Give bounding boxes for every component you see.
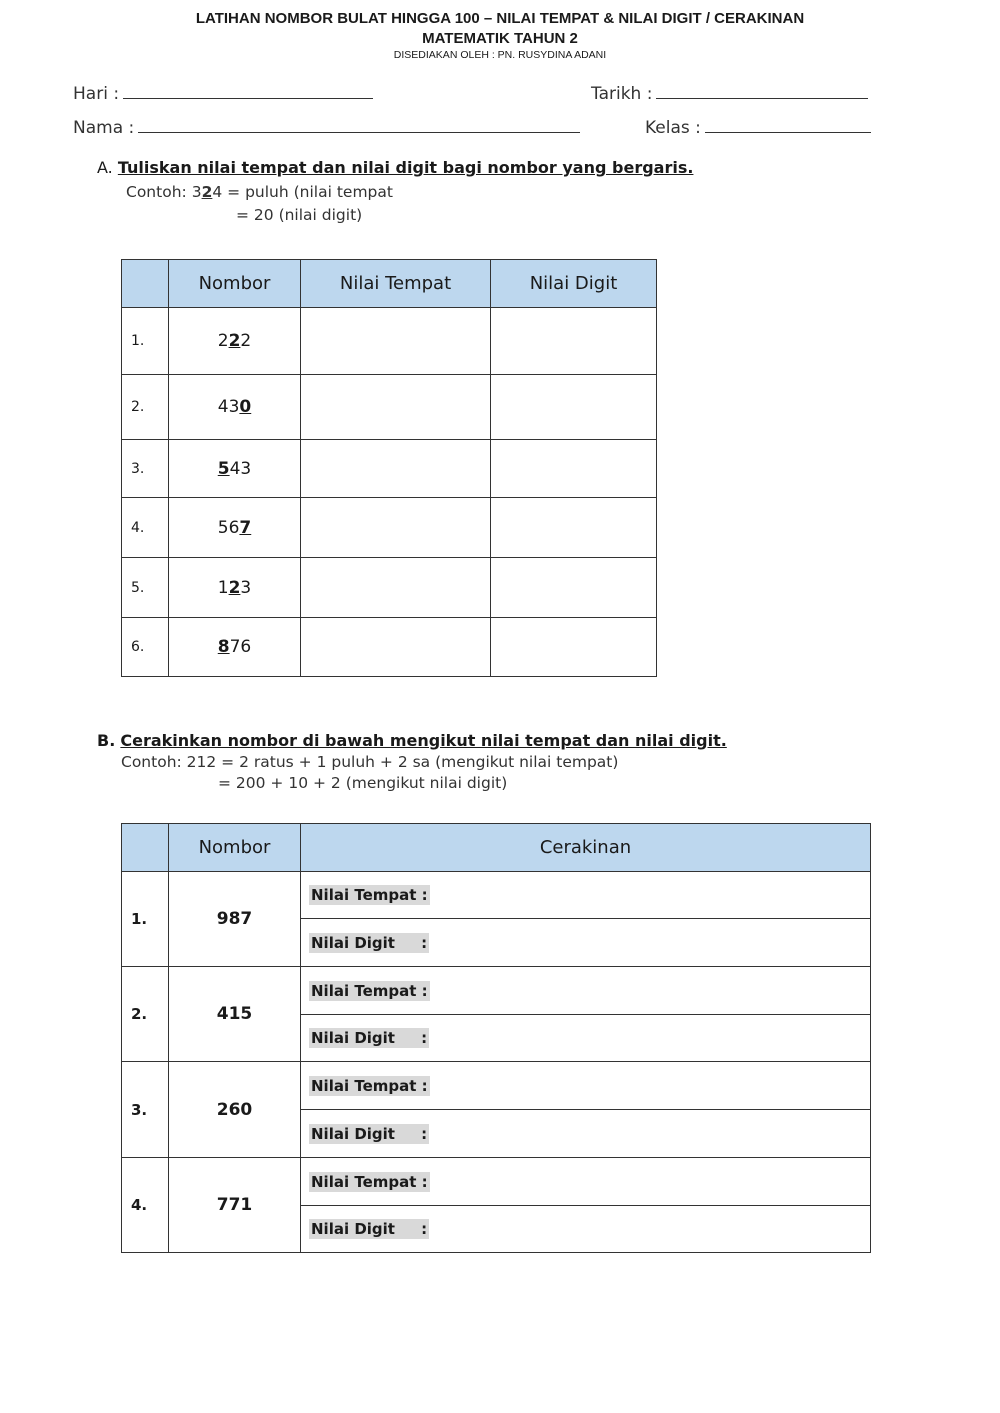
section-a-title — [97, 158, 693, 177]
label-nilai-tempat: Nilai Tempat : — [311, 886, 428, 904]
row-nombor: 771 — [169, 1158, 301, 1253]
worksheet-author: DISEDIAKAN OLEH : PN. RUSYDINA ADANI — [393, 49, 607, 61]
row-nombor: 415 — [169, 967, 301, 1062]
table-a-header-no — [122, 260, 169, 308]
digit-post: 3 — [240, 577, 252, 598]
label-nilai-tempat: Nilai Tempat : — [311, 1076, 428, 1095]
table-row — [122, 872, 871, 919]
answer-nilai-digit[interactable] — [491, 440, 657, 498]
answer-nilai-digit[interactable] — [491, 618, 657, 677]
answer-nilai-digit[interactable] — [301, 1015, 871, 1062]
example-digit-underlined: 2 — [201, 183, 213, 201]
answer-nilai-tempat[interactable] — [301, 375, 491, 440]
digit-pre: 1 — [217, 577, 229, 598]
example-number — [192, 183, 223, 201]
field-hari-blank[interactable] — [123, 82, 373, 99]
example-prefix: Contoh: — [126, 183, 187, 201]
table-b-header-cerakinan: Cerakinan — [301, 824, 871, 872]
label-nilai-digit: Nilai Digit : — [311, 1029, 428, 1047]
row-nombor — [169, 558, 301, 618]
section-a-letter: A. — [97, 158, 113, 177]
table-a-header-nilai-digit: Nilai Digit — [491, 260, 657, 308]
row-number: 4. — [122, 498, 169, 558]
field-nama-label: Nama : — [73, 118, 135, 138]
row-nombor — [169, 440, 301, 498]
label-nilai-tempat: Nilai Tempat : — [311, 981, 428, 1000]
field-nama — [73, 116, 580, 138]
field-kelas — [645, 116, 871, 138]
label-nilai-digit: Nilai Digit : — [311, 1220, 428, 1238]
row-number: 2. — [122, 375, 169, 440]
label-nilai-digit: Nilai Digit : — [311, 1124, 428, 1143]
field-hari — [73, 82, 373, 104]
row-nombor — [169, 618, 301, 677]
row-nombor: 987 — [169, 872, 301, 967]
digit-underlined: 8 — [217, 637, 230, 657]
section-b-letter: B. — [97, 731, 116, 750]
table-row — [122, 1158, 871, 1206]
field-tarikh-label: Tarikh : — [591, 84, 653, 104]
field-kelas-label: Kelas : — [645, 118, 701, 138]
table-row — [122, 375, 657, 440]
row-number: 2. — [122, 967, 169, 1062]
digit-post: 43 — [229, 458, 252, 479]
answer-nilai-tempat[interactable] — [301, 498, 491, 558]
label-nilai-tempat: Nilai Tempat : — [311, 1172, 428, 1191]
table-b-header-nombor: Nombor — [169, 824, 301, 872]
answer-nilai-tempat[interactable] — [301, 618, 491, 677]
answer-nilai-digit[interactable] — [301, 919, 871, 967]
digit-pre: 43 — [217, 397, 240, 417]
example-digit-pre: 3 — [191, 183, 202, 201]
row-number: 1. — [122, 872, 169, 967]
answer-nilai-tempat[interactable] — [301, 308, 491, 375]
table-b-header-row — [122, 824, 871, 872]
answer-nilai-digit[interactable] — [491, 498, 657, 558]
section-b-instruction: Cerakinkan nombor di bawah mengikut nilai tempat dan nilai digit. — [120, 731, 727, 750]
digit-underlined: 2 — [228, 331, 241, 351]
example-digit-post: 4 — [212, 183, 223, 201]
digit-underlined: 2 — [228, 577, 241, 598]
row-nombor — [169, 498, 301, 558]
worksheet-title: LATIHAN NOMBOR BULAT HINGGA 100 – NILAI TEMPAT & NILAI DIGIT / CERAKINAN — [195, 10, 805, 27]
field-kelas-blank[interactable] — [705, 116, 871, 133]
answer-nilai-digit[interactable] — [491, 375, 657, 440]
digit-post: 2 — [240, 331, 252, 351]
answer-nilai-tempat[interactable] — [301, 440, 491, 498]
table-b-header-no — [122, 824, 169, 872]
table-b — [121, 823, 871, 1253]
table-row — [122, 967, 871, 1015]
worksheet-subtitle: MATEMATIK TAHUN 2 — [422, 30, 578, 47]
table-row — [122, 308, 657, 375]
answer-nilai-tempat[interactable] — [301, 967, 871, 1015]
section-a-example — [126, 183, 393, 201]
row-number: 5. — [122, 558, 169, 618]
field-nama-blank[interactable] — [138, 116, 580, 133]
label-nilai-digit: Nilai Digit : — [311, 933, 428, 952]
row-number: 6. — [122, 618, 169, 677]
example-line1: = puluh (nilai tempat — [227, 183, 393, 201]
digit-pre: 2 — [217, 331, 229, 351]
answer-nilai-digit[interactable] — [491, 558, 657, 618]
section-b-title — [97, 731, 727, 750]
digit-underlined: 5 — [217, 458, 230, 479]
table-row — [122, 498, 657, 558]
table-row — [122, 440, 657, 498]
table-a — [121, 259, 657, 677]
digit-underlined: 0 — [239, 397, 252, 417]
section-b-example-line1: Contoh: 212 = 2 ratus + 1 puluh + 2 sa (mengikut nilai tempat) — [121, 753, 619, 771]
field-tarikh-blank[interactable] — [656, 82, 868, 99]
field-tarikh — [591, 82, 868, 104]
digit-post: 76 — [229, 637, 252, 657]
answer-nilai-tempat[interactable] — [301, 872, 871, 919]
row-number: 1. — [122, 308, 169, 375]
table-row — [122, 618, 657, 677]
digit-pre: 56 — [217, 517, 240, 538]
answer-nilai-tempat[interactable] — [301, 1158, 871, 1206]
table-a-header-row — [122, 260, 657, 308]
answer-nilai-tempat[interactable] — [301, 1062, 871, 1110]
answer-nilai-digit[interactable] — [301, 1206, 871, 1253]
answer-nilai-digit[interactable] — [301, 1110, 871, 1158]
row-nombor — [169, 375, 301, 440]
table-row — [122, 558, 657, 618]
answer-nilai-tempat[interactable] — [301, 558, 491, 618]
section-a-example-line2: = 20 (nilai digit) — [236, 206, 363, 224]
digit-underlined: 7 — [239, 517, 252, 538]
row-number: 4. — [122, 1158, 169, 1253]
row-number: 3. — [122, 440, 169, 498]
table-row — [122, 1062, 871, 1110]
table-a-header-nombor: Nombor — [169, 260, 301, 308]
row-nombor: 260 — [169, 1062, 301, 1158]
section-b-example-line2: = 200 + 10 + 2 (mengikut nilai digit) — [218, 774, 508, 792]
field-hari-label: Hari : — [73, 84, 120, 104]
section-a-instruction: Tuliskan nilai tempat dan nilai digit bagi nombor yang bergaris. — [117, 158, 694, 177]
row-nombor — [169, 308, 301, 375]
row-number: 3. — [122, 1062, 169, 1158]
table-a-header-nilai-tempat: Nilai Tempat — [301, 260, 491, 308]
answer-nilai-digit[interactable] — [491, 308, 657, 375]
